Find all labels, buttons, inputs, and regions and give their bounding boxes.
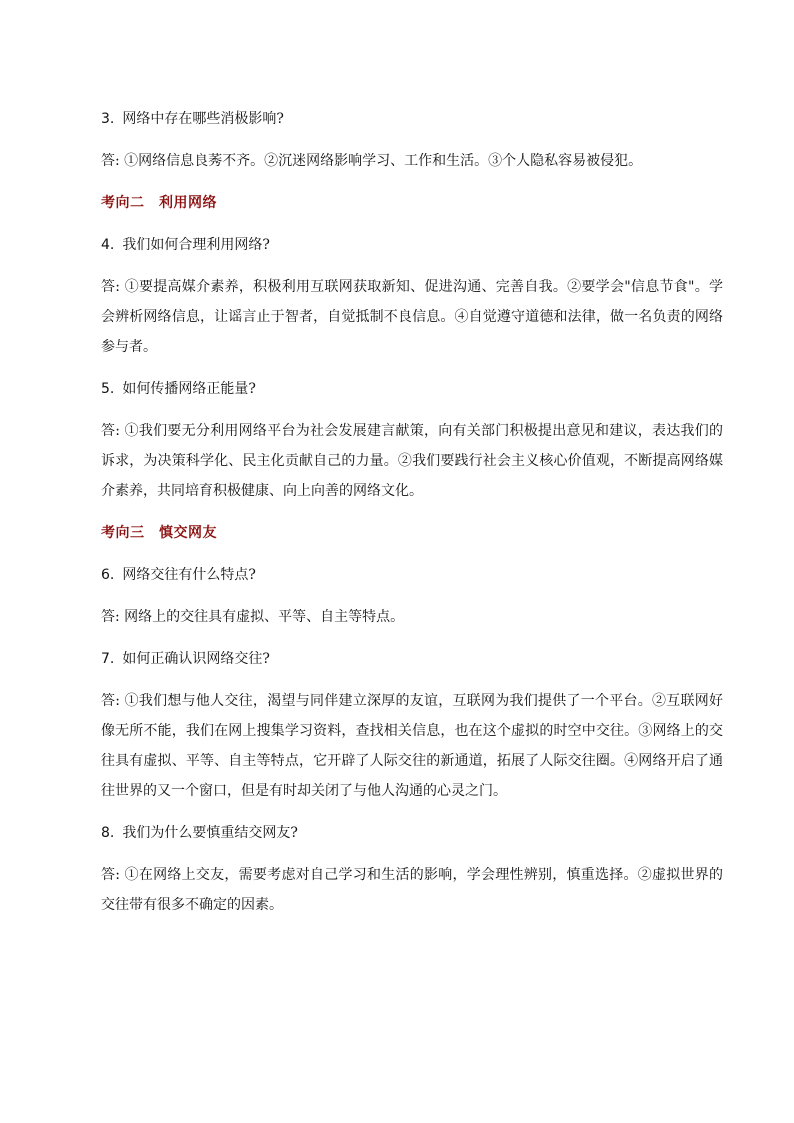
document-content <box>101 104 723 932</box>
answer-3: 答: ①网络信息良莠不齐。②沉迷网络影响学习、工作和生活。③个人隐私容易被侵犯。 <box>101 153 643 169</box>
section-heading-3: 考向三 慎交网友 <box>101 525 217 541</box>
answer-8: 答: ①在网络上交友，需要考虑对自己学习和生活的影响，学会理性辨别，慎重选择。②虚拟世界的交往带有很多不确定的因素。 <box>101 867 723 913</box>
answer-4: 答: ①要提高媒介素养，积极利用互联网获取新知、促进沟通、完善自我。②要学会"信息节食"。学会辨析网络信息，让谣言止于智者，自觉抵制不良信息。④自觉遵守道德和法律，做一名负责的网络参与者。 <box>101 279 723 355</box>
section-heading-2: 考向二 利用网络 <box>101 195 217 211</box>
question-text: 网络交往有什么特点? <box>122 567 256 583</box>
question-6 <box>101 560 723 590</box>
question-8 <box>101 818 723 848</box>
question-7 <box>101 644 723 674</box>
question-number: 3. <box>101 111 115 127</box>
question-text: 网络中存在哪些消极影响? <box>122 111 284 127</box>
question-number: 8. <box>101 825 115 841</box>
question-number: 6. <box>101 567 115 583</box>
question-text: 如何传播网络正能量? <box>122 381 256 397</box>
question-5 <box>101 374 723 404</box>
answer-6: 答: 网络上的交往具有虚拟、平等、自主等特点。 <box>101 609 405 625</box>
question-number: 4. <box>101 237 115 253</box>
answer-7: 答: ①我们想与他人交往，渴望与同伴建立深厚的友谊，互联网为我们提供了一个平台。②互联网好像无所不能，我们在网上搜集学习资料，查找相关信息，也在这个虚拟的时空中交往。③网络上的交往具有虚拟、平等、自主等特点，它开辟了人际交往的新通道，拓展了人际交往圈。④网络开启了通往世界的又一个窗口，但是有时却关闭了与他人沟通的心灵之门。 <box>101 693 723 799</box>
question-text: 我们如何合理利用网络? <box>122 237 270 253</box>
question-number: 5. <box>101 381 115 397</box>
answer-5: 答: ①我们要无分利用网络平台为社会发展建言献策，向有关部门积极提出意见和建议，表达我们的诉求，为决策科学化、民主化贡献自己的力量。②我们要践行社会主义核心价值观，不断提高网络媒介素养，共同培育积极健康、向上向善的网络文化。 <box>101 423 723 499</box>
question-4 <box>101 230 723 260</box>
question-text: 我们为什么要慎重结交网友? <box>122 825 298 841</box>
question-3 <box>101 104 723 134</box>
question-text: 如何正确认识网络交往? <box>122 651 270 667</box>
question-number: 7. <box>101 651 115 667</box>
